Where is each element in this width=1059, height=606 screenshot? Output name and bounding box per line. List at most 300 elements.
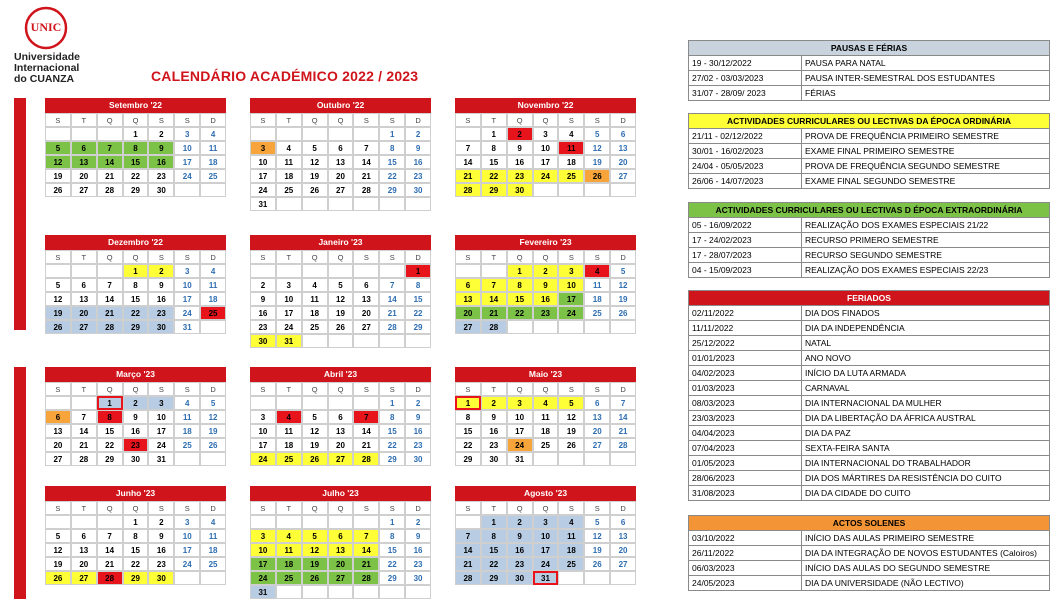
empty-cell [558,452,584,466]
weekday-header: S [45,113,71,127]
day-cell: 7 [455,529,481,543]
day-cell: 8 [97,410,123,424]
legend-date: 02/11/2022 [689,306,802,321]
day-cell: 27 [328,571,354,585]
day-cell: 12 [302,543,328,557]
day-cell: 3 [148,396,174,410]
day-cell: 23 [250,320,276,334]
day-cell: 12 [45,155,71,169]
weekday-header: Q [97,501,123,515]
day-cell: 13 [45,424,71,438]
legend-date: 26/06 - 14/07/2023 [689,174,802,189]
weekday-header: S [455,250,481,264]
day-cell: 16 [507,543,533,557]
day-cell: 11 [200,141,226,155]
day-cell: 30 [123,452,149,466]
legend-row [689,351,1050,366]
day-cell: 13 [328,155,354,169]
legend-table-red [688,290,1050,501]
weekday-header: Q [533,382,559,396]
day-cell: 18 [558,155,584,169]
month-title: Setembro '22 [45,98,226,113]
legend-description: ANO NOVO [802,351,1050,366]
legend-row [689,561,1050,576]
month-title: Janeiro '23 [250,235,431,250]
day-cell: 4 [276,410,302,424]
legend-description: NATAL [802,336,1050,351]
day-cell: 2 [507,515,533,529]
weekday-header: Q [97,113,123,127]
legend-row [689,174,1050,189]
day-cell: 14 [481,292,507,306]
month-title: Junho '23 [45,486,226,501]
day-cell: 22 [97,438,123,452]
weekday-header: T [481,382,507,396]
day-cell: 3 [174,127,200,141]
legend-table-grey [688,40,1050,101]
day-cell: 15 [97,424,123,438]
weekday-header: S [379,501,405,515]
month-2 [455,98,636,197]
empty-cell [45,515,71,529]
day-cell: 30 [507,183,533,197]
day-cell: 19 [610,292,636,306]
day-cell: 26 [302,183,328,197]
empty-cell [558,320,584,334]
legend-description: DIA DA LIBERTAÇÃO DA ÁFRICA AUSTRAL [802,411,1050,426]
day-cell: 4 [200,515,226,529]
day-cell: 10 [533,529,559,543]
day-cell: 10 [250,155,276,169]
day-cell: 2 [148,127,174,141]
day-cell: 31 [174,320,200,334]
day-cell: 12 [328,292,354,306]
legend-date: 17 - 24/02/2023 [689,233,802,248]
legend-table-title: ACTOS SOLENES [689,516,1050,531]
weekday-header: S [353,250,379,264]
day-cell: 20 [71,169,97,183]
legend-description: SEXTA-FEIRA SANTA [802,441,1050,456]
day-cell: 12 [45,292,71,306]
day-cell: 11 [200,529,226,543]
day-cell: 22 [481,169,507,183]
month-title: Outubro '22 [250,98,431,113]
legend-description: EXAME FINAL SEGUNDO SEMESTRE [802,174,1050,189]
weekday-header: T [481,501,507,515]
day-cell: 1 [379,127,405,141]
day-cell: 4 [558,127,584,141]
empty-cell [250,515,276,529]
empty-cell [405,197,431,211]
weekday-header: S [174,382,200,396]
weekday-header: Q [533,113,559,127]
day-cell: 28 [353,452,379,466]
day-cell: 10 [174,278,200,292]
day-cell: 20 [328,169,354,183]
day-cell: 3 [250,410,276,424]
logo-abbr: UNIC [30,20,62,34]
legend-description: CARNAVAL [802,381,1050,396]
empty-cell [379,197,405,211]
day-cell: 16 [481,424,507,438]
day-cell: 22 [379,438,405,452]
day-cell: 8 [405,278,431,292]
day-cell: 18 [533,424,559,438]
empty-cell [200,571,226,585]
empty-cell [328,264,354,278]
legend-date: 01/05/2023 [689,456,802,471]
weekday-header: T [276,501,302,515]
weekday-header: T [71,382,97,396]
day-cell: 26 [328,320,354,334]
day-cell: 7 [353,410,379,424]
day-cell: 5 [45,141,71,155]
day-cell: 31 [148,452,174,466]
day-cell: 10 [174,529,200,543]
day-cell: 21 [97,306,123,320]
weekday-header: T [276,382,302,396]
day-cell: 28 [455,183,481,197]
empty-cell [533,452,559,466]
day-cell: 13 [71,292,97,306]
day-cell: 18 [302,306,328,320]
day-cell: 19 [302,557,328,571]
day-cell: 9 [405,141,431,155]
day-cell: 16 [405,424,431,438]
day-cell: 17 [507,424,533,438]
weekday-header: S [584,501,610,515]
empty-cell [302,585,328,599]
day-cell: 12 [45,543,71,557]
day-cell: 21 [97,169,123,183]
empty-cell [276,396,302,410]
empty-cell [97,264,123,278]
weekday-header: D [610,250,636,264]
legend-date: 31/08/2023 [689,486,802,501]
day-cell: 19 [200,424,226,438]
day-cell: 17 [533,155,559,169]
empty-cell [302,197,328,211]
empty-cell [71,515,97,529]
weekday-header: S [353,501,379,515]
weekday-header: Q [123,382,149,396]
weekday-header: D [405,501,431,515]
day-cell: 20 [328,438,354,452]
day-cell: 14 [97,155,123,169]
day-cell: 5 [302,141,328,155]
day-cell: 18 [200,292,226,306]
empty-cell [45,396,71,410]
day-cell: 30 [405,571,431,585]
day-cell: 2 [507,127,533,141]
empty-cell [405,585,431,599]
legend-date: 04/02/2023 [689,366,802,381]
day-cell: 31 [250,585,276,599]
day-cell: 30 [148,571,174,585]
empty-cell [507,320,533,334]
day-cell: 30 [148,183,174,197]
day-cell: 22 [123,169,149,183]
weekday-header: S [250,113,276,127]
empty-cell [302,334,328,348]
day-cell: 18 [276,557,302,571]
empty-cell [276,127,302,141]
day-cell: 3 [533,127,559,141]
weekday-header: S [250,250,276,264]
weekday-header: Q [123,250,149,264]
weekday-header: T [481,113,507,127]
empty-cell [353,197,379,211]
day-cell: 7 [481,278,507,292]
empty-cell [174,452,200,466]
day-cell: 6 [71,529,97,543]
day-cell: 19 [45,557,71,571]
weekday-header: Q [328,501,354,515]
month-title: Julho '23 [250,486,431,501]
day-cell: 21 [455,557,481,571]
day-cell: 23 [148,169,174,183]
legend-date: 04 - 15/09/2023 [689,263,802,278]
day-cell: 8 [379,141,405,155]
day-cell: 20 [353,306,379,320]
day-cell: 24 [558,306,584,320]
day-cell: 19 [302,438,328,452]
weekday-header: S [455,113,481,127]
day-cell: 3 [174,515,200,529]
day-cell: 11 [302,292,328,306]
day-cell: 27 [328,452,354,466]
day-cell: 25 [174,438,200,452]
empty-cell [455,264,481,278]
day-cell: 1 [123,264,149,278]
legend-date: 11/11/2022 [689,321,802,336]
day-cell: 1 [379,396,405,410]
day-cell: 18 [174,424,200,438]
day-cell: 8 [455,410,481,424]
legend-description: EXAME FINAL PRIMEIRO SEMESTRE [802,144,1050,159]
day-cell: 28 [97,571,123,585]
day-cell: 4 [584,264,610,278]
day-cell: 28 [71,452,97,466]
weekday-header: S [148,113,174,127]
legend-row [689,411,1050,426]
day-cell: 10 [533,141,559,155]
weekday-header: D [405,113,431,127]
day-cell: 28 [481,320,507,334]
day-cell: 8 [481,529,507,543]
month-7 [250,367,431,466]
day-cell: 27 [71,320,97,334]
weekday-header: D [610,113,636,127]
day-cell: 16 [405,543,431,557]
day-cell: 11 [558,141,584,155]
day-cell: 2 [405,127,431,141]
empty-cell [302,127,328,141]
day-cell: 5 [45,529,71,543]
weekday-header: S [174,250,200,264]
day-cell: 17 [558,292,584,306]
weekday-header: S [584,113,610,127]
empty-cell [302,264,328,278]
day-cell: 22 [123,306,149,320]
empty-cell [353,334,379,348]
empty-cell [45,127,71,141]
legend-date: 31/07 - 28/09/ 2023 [689,86,802,101]
day-cell: 27 [328,183,354,197]
university-logo [14,6,94,85]
weekday-header: Q [533,250,559,264]
day-cell: 27 [353,320,379,334]
day-cell: 26 [45,571,71,585]
month-0 [45,98,226,197]
legend-date: 08/03/2023 [689,396,802,411]
weekday-header: S [148,501,174,515]
weekday-header: Q [302,113,328,127]
legend-row [689,381,1050,396]
empty-cell [328,585,354,599]
day-cell: 19 [302,169,328,183]
day-cell: 13 [584,410,610,424]
day-cell: 16 [148,543,174,557]
day-cell: 18 [558,543,584,557]
day-cell: 30 [405,452,431,466]
day-cell: 26 [584,169,610,183]
legend-description: RECURSO PRIMERO SEMESTRE [802,233,1050,248]
day-cell: 23 [405,557,431,571]
logo-text: Universidade Internacional do CUANZA [14,51,80,85]
day-cell: 29 [97,452,123,466]
legend-date: 04/04/2023 [689,426,802,441]
day-cell: 30 [481,452,507,466]
legend-row [689,471,1050,486]
day-cell: 14 [97,292,123,306]
day-cell: 11 [558,529,584,543]
day-cell: 11 [174,410,200,424]
day-cell: 7 [455,141,481,155]
day-cell: 27 [610,169,636,183]
legend-description: INÍCIO DAS AULAS DO SEGUNDO SEMESTRE [802,561,1050,576]
day-cell: 24 [174,557,200,571]
day-cell: 17 [174,543,200,557]
day-cell: 16 [250,306,276,320]
day-cell: 14 [379,292,405,306]
month-title: Maio '23 [455,367,636,382]
legend-description: RECURSO SEGUNDO SEMESTRE [802,248,1050,263]
empty-cell [558,571,584,585]
day-cell: 25 [302,320,328,334]
day-cell: 20 [610,155,636,169]
empty-cell [276,197,302,211]
empty-cell [302,396,328,410]
day-cell: 29 [123,183,149,197]
empty-cell [610,452,636,466]
day-cell: 4 [276,141,302,155]
day-cell: 15 [123,543,149,557]
legend-row [689,531,1050,546]
empty-cell [405,334,431,348]
day-cell: 11 [533,410,559,424]
day-cell: 21 [353,557,379,571]
day-cell: 7 [97,278,123,292]
day-cell: 20 [455,306,481,320]
month-title: Março '23 [45,367,226,382]
day-cell: 28 [455,571,481,585]
legend-row [689,306,1050,321]
day-cell: 23 [405,169,431,183]
empty-cell [584,183,610,197]
weekday-header: D [405,382,431,396]
weekday-header: D [610,501,636,515]
day-cell: 24 [250,183,276,197]
day-cell: 26 [558,438,584,452]
day-cell: 18 [584,292,610,306]
day-cell: 15 [507,292,533,306]
empty-cell [328,197,354,211]
weekday-header: S [558,113,584,127]
legend-row [689,263,1050,278]
day-cell: 17 [276,306,302,320]
empty-cell [533,320,559,334]
day-cell: 7 [353,529,379,543]
day-cell: 24 [174,169,200,183]
day-cell: 27 [71,571,97,585]
empty-cell [276,264,302,278]
empty-cell [353,264,379,278]
day-cell: 16 [405,155,431,169]
empty-cell [200,183,226,197]
legend-date: 06/03/2023 [689,561,802,576]
day-cell: 16 [123,424,149,438]
legend-description: DIA DOS FINADOS [802,306,1050,321]
day-cell: 17 [174,292,200,306]
legend-row [689,486,1050,501]
day-cell: 29 [123,571,149,585]
legend-row [689,71,1050,86]
empty-cell [200,452,226,466]
day-cell: 19 [328,306,354,320]
day-cell: 16 [148,155,174,169]
day-cell: 10 [507,410,533,424]
day-cell: 27 [45,452,71,466]
legend-row [689,396,1050,411]
legend-date: 19 - 30/12/2022 [689,56,802,71]
day-cell: 3 [250,141,276,155]
day-cell: 9 [148,141,174,155]
empty-cell [455,515,481,529]
day-cell: 13 [328,424,354,438]
day-cell: 17 [250,438,276,452]
day-cell: 15 [455,424,481,438]
day-cell: 23 [533,306,559,320]
legend-date: 27/02 - 03/03/2023 [689,71,802,86]
legend-table-title: FERIADOS [689,291,1050,306]
day-cell: 4 [533,396,559,410]
day-cell: 3 [250,529,276,543]
day-cell: 6 [455,278,481,292]
day-cell: 30 [405,183,431,197]
day-cell: 26 [45,320,71,334]
weekday-header: S [379,382,405,396]
legend-row [689,233,1050,248]
day-cell: 21 [455,169,481,183]
day-cell: 31 [507,452,533,466]
weekday-header: S [353,113,379,127]
day-cell: 12 [610,278,636,292]
day-cell: 14 [97,543,123,557]
day-cell: 5 [45,278,71,292]
empty-cell [97,515,123,529]
day-cell: 15 [123,292,149,306]
